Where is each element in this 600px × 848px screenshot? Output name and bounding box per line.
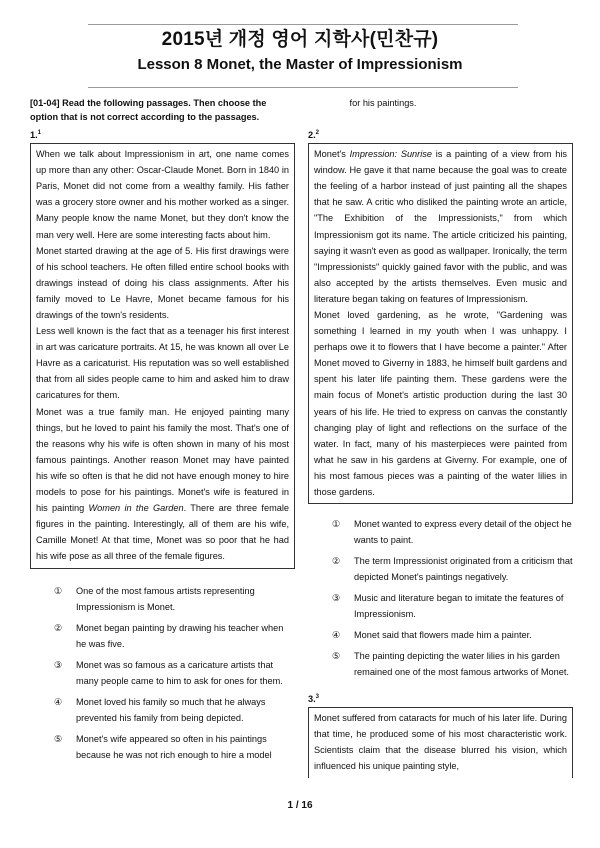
instruction: [01-04] Read the following passages. Then choose the option that is not correct according to the passages. xyxy=(30,98,267,122)
question-3-passage xyxy=(308,707,573,777)
passage-paragraph: Monet loved gardening, as he wrote, "Gardening was something I learned in my youth when I was unhappy. I perhaps owe it to flowers that I have become a painter." After Monet moved to Giverny in 1883, he himself built gardens and spent his later life painting them. These gardens were the main focus of Monet's artistic production during the last 30 years of his life. He tried to express on canvas the constantly changing play of light and reflections on the surface of the water. In fact, many of his masterpieces were painted from what he saw in his gardens at Giverny. For example, one of his most famous pieces was a painting of the water lilies in those gardens. xyxy=(314,310,567,498)
option-item[interactable]: ① One of the most famous artists representing Impressionism is Monet. xyxy=(54,585,255,612)
option-item[interactable]: ④ Monet loved his family so much that he always prevented his family from being depicted. xyxy=(54,696,266,723)
top-rule xyxy=(88,24,518,25)
page-title: 2015년 개정 영어 지학사(민찬규) xyxy=(161,29,439,50)
question-2-number: 2.$^2$ xyxy=(308,130,320,141)
option-item[interactable]: ② The term Impressionist originated from a criticism that depicted Monet's paintings negatively. xyxy=(332,556,573,583)
question-1-options xyxy=(30,583,295,763)
painting-title: Impression: Sunrise xyxy=(349,149,432,160)
lesson-title: Lesson 8 Monet, the Master of Impressionism xyxy=(137,56,463,73)
option-continuation: for his paintings. xyxy=(349,98,417,108)
passage-paragraph: Monet suffered from cataracts for much of his later life. During that time, he produced some of his most characteristic work. Scientists claim that the disease blurred his vision, which influenced his unique painting style, xyxy=(314,713,567,772)
option-item[interactable]: ③ Music and literature began to imitate the features of Impressionism. xyxy=(332,593,564,620)
passage-paragraph: When we talk about Impressionism in art, one name comes up more than any other: Oscar-Claude Monet. Born in 1840 in Paris, Monet did not come from a wealthy family. His father was a grocery store owner and his mother worked as a singer. Many people know the name Monet, but they don't know the man very well. Here are some interesting facts about him. xyxy=(36,149,289,240)
option-item[interactable]: ⑤ The painting depicting the water lilies in his garden remained one of the most famous artworks of Monet. xyxy=(332,651,569,678)
option-item[interactable]: ④ Monet said that flowers made him a painter. xyxy=(332,630,532,641)
question-3-number: 3.$^3$ xyxy=(308,694,320,705)
option-item[interactable]: ③ Monet was so famous as a caricature artists that many people came to him to ask for ones for them. xyxy=(54,659,283,686)
passage-paragraph: Monet was a true family man. He enjoyed painting many things, but he loved to paint his family the most. That's one of the reasons why his wife is often shown in many of his most famous paintings. Another reason Monet may have painted his wife so often is that he did not have enough money to hire models to pose for his paintings. Monet's wife is featured in his painting Women in the Garden. There are three female figures in the painting. Interestingly, all of them are his wife, Camille Monet! At that time, Monet was so poor that he had his wife pose as all three of the female figures. xyxy=(36,406,289,562)
passage-paragraph: Monet's Impression: Sunrise is a painting of a view from his window. He gave it that name because the goal was to create the feeling of a harbor instead of just painting all the shapes that he saw. A critic who disliked the painting wrote an article, "The Exhibition of the Impressionists," from which Impressionism got its name. The article criticized his painting, saying it wasn't even as good as wallpaper. Ironically, the term "Impressionists" quickly gained favor with the public, and was also accepted by the artists themselves. Even music and literature began taking on features of Impressionism. xyxy=(314,149,567,304)
option-item[interactable]: ⑤ Monet's wife appeared so often in his paintings because he was not rich enough to hire a model xyxy=(54,733,272,760)
header-rule xyxy=(88,87,518,88)
right-column xyxy=(308,96,573,778)
painting-title: Women in the Garden xyxy=(88,503,184,514)
option-item[interactable]: ② Monet began painting by drawing his teacher when he was five. xyxy=(54,622,284,649)
passage-paragraph: Less well known is the fact that as a teenager his first interest in art was caricature portraits. At 15, he was known all over Le Havre as a caricaturist. His reputation was so well established that from all sides people came to him and asked him to draw caricatures for them. xyxy=(36,326,289,401)
question-1-number: 1.$^1$ xyxy=(30,130,42,141)
option-item[interactable]: ① Monet wanted to express every detail of the object he wants to paint. xyxy=(332,519,572,546)
question-1-passage xyxy=(30,143,295,568)
question-2-options xyxy=(308,516,573,680)
question-2-passage xyxy=(308,143,573,504)
left-column xyxy=(30,96,295,768)
page-number: 1 / 16 xyxy=(287,800,313,811)
passage-paragraph: Monet started drawing at the age of 5. His first drawings were of his school teachers. He often filled entire school books with drawings instead of doing his class assignments. After his family moved to Le Havre, Monet became famous for his drawings of the town's residents. xyxy=(36,245,289,320)
